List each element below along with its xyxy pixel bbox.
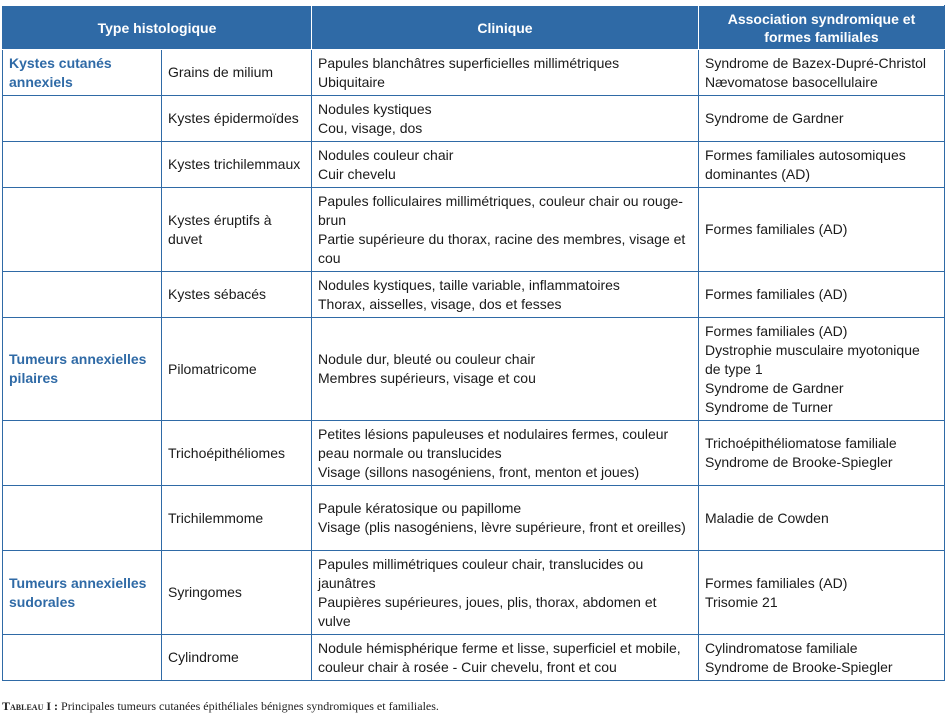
table-header-row [3, 6, 945, 50]
clinique-line: Papule kératosique ou papillome [318, 500, 522, 516]
table-row [3, 486, 945, 551]
clinique-cell [312, 318, 699, 421]
header-type-histologique: Type histologique [3, 6, 312, 50]
clinique-cell [312, 272, 699, 318]
clinique-line: Visage (plis nasogéniens, lèvre supérieure, front et oreilles) [318, 519, 686, 535]
group-cell [3, 272, 162, 318]
clinique-line: Membres supérieurs, visage et cou [318, 370, 536, 386]
table-row [3, 142, 945, 188]
association-cell [699, 551, 945, 635]
association-line: Nævomatose basocellulaire [705, 73, 878, 90]
association-cell [699, 142, 945, 188]
clinique-cell [312, 50, 699, 96]
association-line: Syndrome de Brooke-Spiegler [705, 454, 893, 470]
table-caption [2, 699, 439, 714]
association-line: Syndrome de Gardner [705, 110, 844, 126]
caption-text: Principales tumeurs cutanées épithéliales bénignes syndromiques et familiales. [61, 699, 439, 713]
clinique-line: Visage (sillons nasogéniens, front, menton et joues) [318, 463, 640, 480]
clinique-line: Nodules couleur chair [318, 146, 454, 163]
association-cell [699, 318, 945, 421]
group-cell [3, 421, 162, 486]
clinique-cell [312, 486, 699, 551]
table-row [3, 188, 945, 272]
clinique-line: Nodule hémisphérique ferme et lisse, superficiel et mobile, couleur chair à rosée - Cuir chevelu, front et cou [318, 639, 681, 675]
clinique-line: Ubiquitaire [318, 73, 385, 90]
clinique-line: Partie supérieure du thorax, racine des membres, visage et cou [318, 230, 686, 266]
association-line: Cylindromatose familiale [705, 639, 858, 656]
association-line: Formes familiales (AD) [705, 322, 848, 339]
association-cell [699, 272, 945, 318]
table-row [3, 318, 945, 421]
group-cell [3, 635, 162, 681]
clinique-line: Papules millimétriques couleur chair, translucides ou jaunâtres [318, 555, 644, 591]
table-row [3, 551, 945, 635]
group-cell: Tumeurs annexielles pilaires [3, 318, 162, 421]
table-row [3, 635, 945, 681]
association-line: Formes familiales autosomiques dominantes (AD) [705, 146, 906, 182]
association-line: Syndrome de Turner [705, 398, 833, 415]
group-cell: Kystes cutanés annexiels [3, 50, 162, 96]
association-cell [699, 635, 945, 681]
header-clinique: Clinique [312, 6, 699, 50]
association-line: Syndrome de Bazex-Dupré-Christol [705, 54, 926, 71]
type-cell: Trichoépithéliomes [162, 421, 312, 486]
association-line: Trisomie 21 [705, 593, 778, 610]
association-line: Syndrome de Brooke-Spiegler [705, 658, 893, 675]
type-cell: Pilomatricome [162, 318, 312, 421]
type-cell: Syringomes [162, 551, 312, 635]
table-row [3, 421, 945, 486]
type-cell: Kystes épidermoïdes [162, 96, 312, 142]
association-line: Syndrome de Gardner [705, 379, 844, 396]
type-cell: Kystes sébacés [162, 272, 312, 318]
association-cell [699, 486, 945, 551]
clinique-line: Petites lésions papuleuses et nodulaires fermes, couleur peau normale ou translucides [318, 425, 669, 461]
association-cell [699, 188, 945, 272]
clinique-cell [312, 188, 699, 272]
type-cell: Kystes trichilemmaux [162, 142, 312, 188]
association-cell [699, 50, 945, 96]
caption-label: Tableau I : [2, 699, 59, 713]
association-line: Trichoépithéliomatose familiale [705, 435, 897, 451]
clinique-line: Nodule dur, bleuté ou couleur chair [318, 351, 536, 367]
clinique-cell [312, 421, 699, 486]
type-cell: Kystes éruptifs à duvet [162, 188, 312, 272]
association-cell [699, 96, 945, 142]
type-cell: Cylindrome [162, 635, 312, 681]
table-row [3, 272, 945, 318]
group-cell: Tumeurs annexielles sudorales [3, 551, 162, 635]
clinique-line: Thorax, aisselles, visage, dos et fesses [318, 295, 562, 312]
association-line: Formes familiales (AD) [705, 221, 848, 237]
type-cell: Trichilemmome [162, 486, 312, 551]
tumors-table [2, 5, 945, 681]
group-cell [3, 96, 162, 142]
association-line: Dystrophie musculaire myotonique de type 1 [705, 341, 920, 377]
clinique-line: Nodules kystiques [318, 100, 432, 117]
header-association: Association syndromique et formes familiales [699, 6, 945, 50]
clinique-cell [312, 96, 699, 142]
association-cell [699, 421, 945, 486]
type-cell: Grains de milium [162, 50, 312, 96]
clinique-line: Papules folliculaires millimétriques, couleur chair ou rouge-brun [318, 192, 683, 228]
clinique-line: Papules blanchâtres superficielles millimétriques [318, 54, 620, 71]
clinique-cell [312, 551, 699, 635]
clinique-cell [312, 142, 699, 188]
association-line: Formes familiales (AD) [705, 574, 848, 591]
group-cell [3, 188, 162, 272]
clinique-line: Paupières supérieures, joues, plis, thorax, abdomen et vulve [318, 593, 657, 629]
group-cell [3, 142, 162, 188]
clinique-line: Nodules kystiques, taille variable, inflammatoires [318, 276, 620, 293]
association-line: Maladie de Cowden [705, 509, 829, 526]
association-line: Formes familiales (AD) [705, 286, 848, 302]
clinique-line: Cou, visage, dos [318, 119, 423, 136]
group-cell [3, 486, 162, 551]
clinique-line: Cuir chevelu [318, 165, 396, 182]
table-row [3, 96, 945, 142]
clinique-cell [312, 635, 699, 681]
table-row [3, 50, 945, 96]
